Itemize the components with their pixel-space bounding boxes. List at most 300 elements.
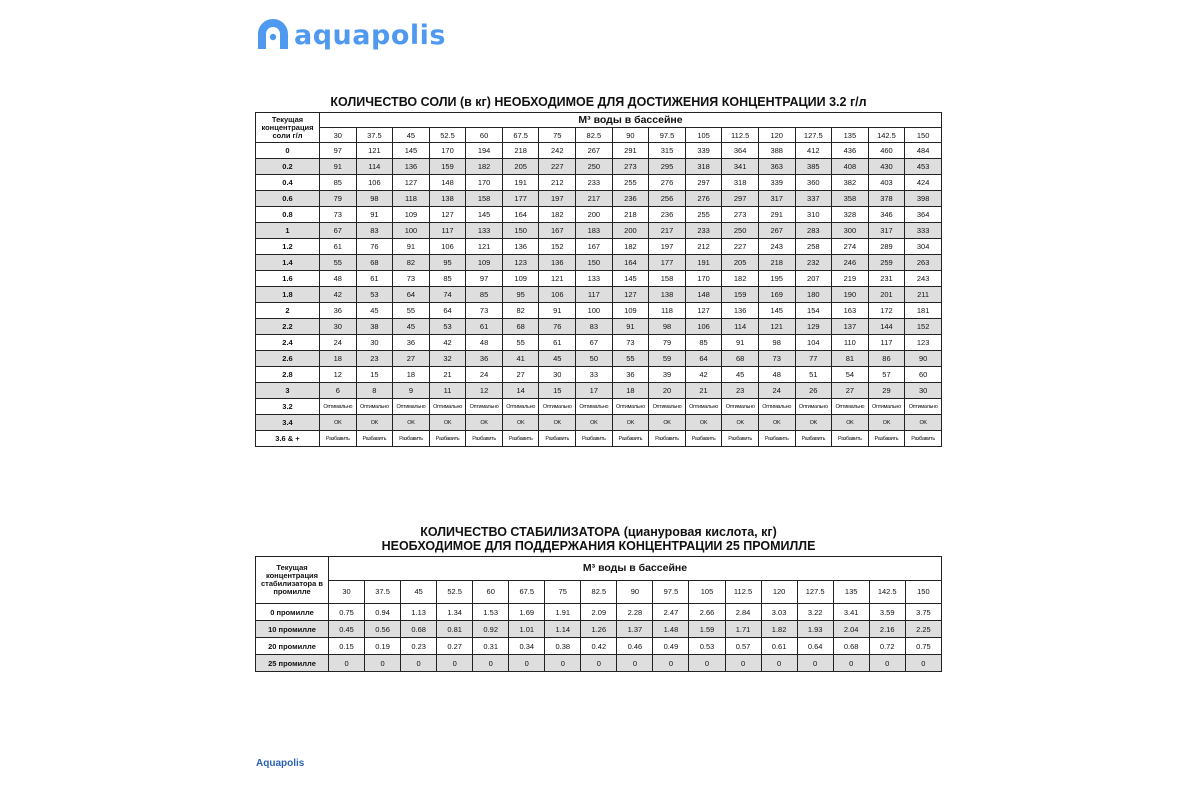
- table-cell: 0.75: [905, 638, 941, 655]
- table-cell: 164: [612, 255, 649, 271]
- row-label: 20 промилле: [256, 638, 329, 655]
- table-cell: 1.37: [617, 621, 653, 638]
- table-cell: Разбавить: [466, 431, 503, 447]
- table-cell: 77: [795, 351, 832, 367]
- table-cell: 273: [612, 159, 649, 175]
- table-cell: 83: [356, 223, 393, 239]
- table-cell: 38: [356, 319, 393, 335]
- table-cell: 0: [725, 655, 761, 672]
- table-cell: 104: [795, 335, 832, 351]
- volume-header: 150: [905, 580, 941, 604]
- table-cell: 36: [320, 303, 357, 319]
- table-cell: 0.15: [329, 638, 365, 655]
- volume-header: 30: [329, 580, 365, 604]
- table-cell: 24: [758, 383, 795, 399]
- table-cell: 0.38: [545, 638, 581, 655]
- table-cell: 385: [795, 159, 832, 175]
- table-cell: 297: [722, 191, 759, 207]
- table-row: [256, 638, 942, 655]
- table-cell: 11: [429, 383, 466, 399]
- table-cell: 85: [429, 271, 466, 287]
- table-cell: 291: [758, 207, 795, 223]
- table-cell: 114: [356, 159, 393, 175]
- stabilizer-title-line1: КОЛИЧЕСТВО СТАБИЛИЗАТОРА (циануровая кислота, кг): [420, 525, 777, 539]
- table-cell: 0: [401, 655, 437, 672]
- table-cell: 18: [393, 367, 430, 383]
- table-cell: 333: [905, 223, 942, 239]
- table-cell: 255: [612, 175, 649, 191]
- table-cell: 403: [868, 175, 905, 191]
- table-cell: Разбавить: [868, 431, 905, 447]
- table-cell: Оптимально: [320, 399, 357, 415]
- table-cell: 109: [393, 207, 430, 223]
- table-cell: 30: [905, 383, 942, 399]
- table-cell: 430: [868, 159, 905, 175]
- table-cell: 36: [612, 367, 649, 383]
- table-cell: 41: [502, 351, 539, 367]
- table-cell: 109: [502, 271, 539, 287]
- table-cell: Разбавить: [905, 431, 942, 447]
- table-cell: 91: [722, 335, 759, 351]
- table-cell: Разбавить: [429, 431, 466, 447]
- table-cell: 1.14: [545, 621, 581, 638]
- table-cell: 246: [832, 255, 869, 271]
- table-cell: 170: [466, 175, 503, 191]
- table-cell: 53: [356, 287, 393, 303]
- table-cell: 133: [466, 223, 503, 239]
- table-cell: 2.47: [653, 604, 689, 621]
- table-cell: 79: [320, 191, 357, 207]
- table-cell: 276: [685, 191, 722, 207]
- table-cell: Разбавить: [612, 431, 649, 447]
- table-cell: 1.01: [509, 621, 545, 638]
- table-cell: 67: [576, 335, 613, 351]
- table-cell: 98: [356, 191, 393, 207]
- volume-header: 75: [545, 580, 581, 604]
- table-cell: 121: [466, 239, 503, 255]
- row-label: 0 промилле: [256, 604, 329, 621]
- table-cell: 0: [689, 655, 725, 672]
- table-cell: 181: [905, 303, 942, 319]
- table-row: [256, 143, 942, 159]
- table-cell: 24: [466, 367, 503, 383]
- table-cell: 23: [356, 351, 393, 367]
- table-cell: 273: [722, 207, 759, 223]
- table-cell: 0.23: [401, 638, 437, 655]
- table-cell: 250: [722, 223, 759, 239]
- row-label: 2.4: [256, 335, 320, 351]
- table-cell: 100: [576, 303, 613, 319]
- table-cell: Оптимально: [612, 399, 649, 415]
- table-cell: 289: [868, 239, 905, 255]
- table-cell: 148: [685, 287, 722, 303]
- table-cell: 0: [833, 655, 869, 672]
- table-cell: 127: [429, 207, 466, 223]
- table-cell: 205: [502, 159, 539, 175]
- table-cell: 318: [685, 159, 722, 175]
- table-cell: Разбавить: [393, 431, 430, 447]
- row-label: 2.8: [256, 367, 320, 383]
- table-cell: 127: [685, 303, 722, 319]
- table-cell: 167: [576, 239, 613, 255]
- table-cell: 61: [320, 239, 357, 255]
- table-cell: 0: [869, 655, 905, 672]
- table-cell: 218: [758, 255, 795, 271]
- table-cell: 363: [758, 159, 795, 175]
- table-cell: 121: [539, 271, 576, 287]
- table-cell: 27: [832, 383, 869, 399]
- table-cell: 205: [722, 255, 759, 271]
- table-cell: 23: [722, 383, 759, 399]
- table-cell: 17: [576, 383, 613, 399]
- row-label: 2.6: [256, 351, 320, 367]
- table-cell: 64: [685, 351, 722, 367]
- table-cell: 182: [612, 239, 649, 255]
- table-cell: 118: [393, 191, 430, 207]
- table-cell: 30: [356, 335, 393, 351]
- table-cell: 2.16: [869, 621, 905, 638]
- table-cell: 1.71: [725, 621, 761, 638]
- volume-header: 37.5: [365, 580, 401, 604]
- table-cell: 53: [429, 319, 466, 335]
- table-cell: 1.91: [545, 604, 581, 621]
- volume-header: 52.5: [429, 128, 466, 143]
- table-cell: Оптимально: [905, 399, 942, 415]
- table-cell: 109: [612, 303, 649, 319]
- volume-header: 120: [758, 128, 795, 143]
- table-cell: 123: [905, 335, 942, 351]
- table-cell: 100: [393, 223, 430, 239]
- table-cell: 152: [905, 319, 942, 335]
- table-cell: 0.19: [365, 638, 401, 655]
- table-cell: 152: [539, 239, 576, 255]
- table-cell: 0.31: [473, 638, 509, 655]
- table-cell: 73: [758, 351, 795, 367]
- table-cell: 64: [393, 287, 430, 303]
- table-cell: 6: [320, 383, 357, 399]
- table-cell: 236: [612, 191, 649, 207]
- table-cell: 91: [612, 319, 649, 335]
- table-cell: 191: [502, 175, 539, 191]
- table-cell: 106: [685, 319, 722, 335]
- table-cell: Оптимально: [758, 399, 795, 415]
- table-cell: 159: [429, 159, 466, 175]
- table-cell: 9: [393, 383, 430, 399]
- table-cell: 170: [685, 271, 722, 287]
- stabilizer-table-block: [255, 525, 942, 672]
- table-cell: 408: [832, 159, 869, 175]
- table-cell: Разбавить: [758, 431, 795, 447]
- table-row: [256, 655, 942, 672]
- table-cell: 233: [576, 175, 613, 191]
- table-cell: 74: [429, 287, 466, 303]
- table-cell: 68: [722, 351, 759, 367]
- salt-table: [255, 112, 942, 447]
- table-cell: 382: [832, 175, 869, 191]
- table-cell: 1.48: [653, 621, 689, 638]
- table-cell: 0: [509, 655, 545, 672]
- table-cell: 127: [612, 287, 649, 303]
- table-cell: 0.68: [401, 621, 437, 638]
- table-cell: 0.94: [365, 604, 401, 621]
- table-cell: 117: [576, 287, 613, 303]
- table-cell: Разбавить: [576, 431, 613, 447]
- table-cell: 436: [832, 143, 869, 159]
- table-cell: 310: [795, 207, 832, 223]
- table-cell: 67: [320, 223, 357, 239]
- table-cell: 15: [356, 367, 393, 383]
- table-cell: 263: [905, 255, 942, 271]
- table-cell: 118: [649, 303, 686, 319]
- table-cell: 1.13: [401, 604, 437, 621]
- table-cell: 33: [576, 367, 613, 383]
- volume-header: 142.5: [869, 580, 905, 604]
- table-cell: Оптимально: [649, 399, 686, 415]
- table-cell: 85: [685, 335, 722, 351]
- table-cell: 318: [722, 175, 759, 191]
- table-cell: 106: [539, 287, 576, 303]
- footer-link[interactable]: Aquapolis: [256, 758, 305, 769]
- table-cell: 26: [795, 383, 832, 399]
- table-cell: 82: [502, 303, 539, 319]
- table-cell: 2.84: [725, 604, 761, 621]
- table-cell: 55: [393, 303, 430, 319]
- table-cell: Разбавить: [320, 431, 357, 447]
- table-cell: 180: [795, 287, 832, 303]
- table-cell: 200: [576, 207, 613, 223]
- table-cell: 317: [868, 223, 905, 239]
- table-cell: 137: [832, 319, 869, 335]
- stabilizer-corner-header: Текущая концентрация стабилизатора в промилле: [256, 557, 329, 604]
- table-cell: Оптимально: [356, 399, 393, 415]
- row-label: 25 промилле: [256, 655, 329, 672]
- salt-corner-header: Текущая концентрация соли г/л: [256, 113, 320, 143]
- table-cell: 21: [429, 367, 466, 383]
- table-cell: 0: [617, 655, 653, 672]
- table-cell: 136: [393, 159, 430, 175]
- table-cell: OK: [576, 415, 613, 431]
- table-cell: 233: [685, 223, 722, 239]
- table-cell: OK: [429, 415, 466, 431]
- table-cell: 48: [466, 335, 503, 351]
- table-cell: 1.26: [581, 621, 617, 638]
- table-cell: 18: [320, 351, 357, 367]
- table-cell: 91: [393, 239, 430, 255]
- table-row: [256, 207, 942, 223]
- table-cell: 148: [429, 175, 466, 191]
- table-cell: 182: [722, 271, 759, 287]
- salt-table-block: [255, 95, 942, 447]
- table-cell: 39: [649, 367, 686, 383]
- table-cell: Оптимально: [832, 399, 869, 415]
- table-cell: 1.93: [797, 621, 833, 638]
- table-cell: 195: [758, 271, 795, 287]
- table-cell: 129: [795, 319, 832, 335]
- table-cell: 154: [795, 303, 832, 319]
- table-cell: 150: [576, 255, 613, 271]
- table-cell: 0.61: [761, 638, 797, 655]
- table-cell: 3.22: [797, 604, 833, 621]
- table-cell: 73: [612, 335, 649, 351]
- table-cell: Оптимально: [576, 399, 613, 415]
- table-cell: 121: [758, 319, 795, 335]
- table-cell: 106: [356, 175, 393, 191]
- table-cell: 15: [539, 383, 576, 399]
- table-cell: 163: [832, 303, 869, 319]
- table-cell: 231: [868, 271, 905, 287]
- table-cell: 68: [356, 255, 393, 271]
- table-cell: 85: [320, 175, 357, 191]
- table-cell: 200: [612, 223, 649, 239]
- table-cell: 0: [797, 655, 833, 672]
- table-row: [256, 621, 942, 638]
- table-cell: Разбавить: [832, 431, 869, 447]
- table-cell: Разбавить: [539, 431, 576, 447]
- table-cell: 2.66: [689, 604, 725, 621]
- table-cell: 57: [868, 367, 905, 383]
- table-cell: 136: [502, 239, 539, 255]
- table-cell: 242: [539, 143, 576, 159]
- table-cell: 388: [758, 143, 795, 159]
- table-cell: 42: [429, 335, 466, 351]
- table-cell: 256: [649, 191, 686, 207]
- table-row: [256, 287, 942, 303]
- table-cell: Оптимально: [539, 399, 576, 415]
- table-cell: 32: [429, 351, 466, 367]
- table-cell: 68: [502, 319, 539, 335]
- table-cell: OK: [393, 415, 430, 431]
- table-cell: 339: [685, 143, 722, 159]
- table-cell: 190: [832, 287, 869, 303]
- table-cell: 117: [429, 223, 466, 239]
- table-cell: 317: [758, 191, 795, 207]
- table-cell: 136: [722, 303, 759, 319]
- table-cell: OK: [356, 415, 393, 431]
- table-cell: 297: [685, 175, 722, 191]
- table-cell: 158: [466, 191, 503, 207]
- volume-header: 90: [612, 128, 649, 143]
- table-cell: 48: [320, 271, 357, 287]
- table-cell: OK: [722, 415, 759, 431]
- table-cell: 0.27: [437, 638, 473, 655]
- table-cell: 95: [429, 255, 466, 271]
- table-cell: 97: [320, 143, 357, 159]
- table-cell: 59: [649, 351, 686, 367]
- table-cell: 0.42: [581, 638, 617, 655]
- table-cell: OK: [539, 415, 576, 431]
- table-cell: 144: [868, 319, 905, 335]
- table-cell: 424: [905, 175, 942, 191]
- salt-table-title: КОЛИЧЕСТВО СОЛИ (в кг) НЕОБХОДИМОЕ ДЛЯ ДОСТИЖЕНИЯ КОНЦЕНТРАЦИИ 3.2 г/л: [330, 95, 867, 109]
- table-cell: 42: [320, 287, 357, 303]
- volume-header: 60: [466, 128, 503, 143]
- table-cell: 14: [502, 383, 539, 399]
- table-cell: 291: [612, 143, 649, 159]
- table-cell: 51: [795, 367, 832, 383]
- brand-logo[interactable]: [255, 16, 446, 52]
- volume-header: 37.5: [356, 128, 393, 143]
- table-cell: 197: [649, 239, 686, 255]
- table-cell: 1.82: [761, 621, 797, 638]
- table-cell: 27: [393, 351, 430, 367]
- volume-header: 82.5: [576, 128, 613, 143]
- table-cell: 0.72: [869, 638, 905, 655]
- stabilizer-title-line2: НЕОБХОДИМОЕ ДЛЯ ПОДДЕРЖАНИЯ КОНЦЕНТРАЦИИ 25 ПРОМИЛЛЕ: [381, 539, 816, 553]
- table-cell: 29: [868, 383, 905, 399]
- stabilizer-volume-group-header: М³ воды в бассейне: [329, 557, 942, 581]
- volume-header: 67.5: [502, 128, 539, 143]
- table-cell: 453: [905, 159, 942, 175]
- row-label: 2: [256, 303, 320, 319]
- table-row: [256, 159, 942, 175]
- table-cell: 274: [832, 239, 869, 255]
- volume-header: 105: [689, 580, 725, 604]
- aquapolis-logo-icon: [255, 16, 291, 52]
- table-cell: 81: [832, 351, 869, 367]
- table-cell: 127: [393, 175, 430, 191]
- volume-header: 105: [685, 128, 722, 143]
- table-cell: 123: [502, 255, 539, 271]
- table-cell: 0.56: [365, 621, 401, 638]
- table-cell: 61: [466, 319, 503, 335]
- table-cell: 145: [612, 271, 649, 287]
- table-cell: OK: [758, 415, 795, 431]
- table-cell: 109: [466, 255, 503, 271]
- table-cell: 91: [356, 207, 393, 223]
- row-label: 10 промилле: [256, 621, 329, 638]
- volume-header: 97.5: [649, 128, 686, 143]
- table-cell: Разбавить: [502, 431, 539, 447]
- table-cell: 360: [795, 175, 832, 191]
- table-row: [256, 255, 942, 271]
- table-row: [256, 335, 942, 351]
- volume-header: 127.5: [797, 580, 833, 604]
- table-cell: OK: [466, 415, 503, 431]
- table-cell: 227: [539, 159, 576, 175]
- table-cell: 276: [649, 175, 686, 191]
- table-cell: 207: [795, 271, 832, 287]
- row-label: 2.2: [256, 319, 320, 335]
- table-cell: 0: [653, 655, 689, 672]
- table-row: [256, 271, 942, 287]
- volume-header: 82.5: [581, 580, 617, 604]
- table-cell: Оптимально: [429, 399, 466, 415]
- table-cell: 158: [649, 271, 686, 287]
- volume-header: 135: [833, 580, 869, 604]
- table-cell: 117: [868, 335, 905, 351]
- table-cell: 0.57: [725, 638, 761, 655]
- table-row: [256, 319, 942, 335]
- table-cell: OK: [795, 415, 832, 431]
- table-cell: 30: [320, 319, 357, 335]
- table-cell: 217: [576, 191, 613, 207]
- table-cell: 91: [539, 303, 576, 319]
- volume-header: 127.5: [795, 128, 832, 143]
- table-cell: 79: [649, 335, 686, 351]
- table-cell: 412: [795, 143, 832, 159]
- volume-header: 97.5: [653, 580, 689, 604]
- table-row: [256, 383, 942, 399]
- table-cell: 0.49: [653, 638, 689, 655]
- table-cell: 0.75: [329, 604, 365, 621]
- table-row: [256, 351, 942, 367]
- table-cell: 2.09: [581, 604, 617, 621]
- table-cell: OK: [612, 415, 649, 431]
- table-cell: 55: [320, 255, 357, 271]
- table-cell: 164: [502, 207, 539, 223]
- volume-header: 45: [401, 580, 437, 604]
- table-cell: 91: [320, 159, 357, 175]
